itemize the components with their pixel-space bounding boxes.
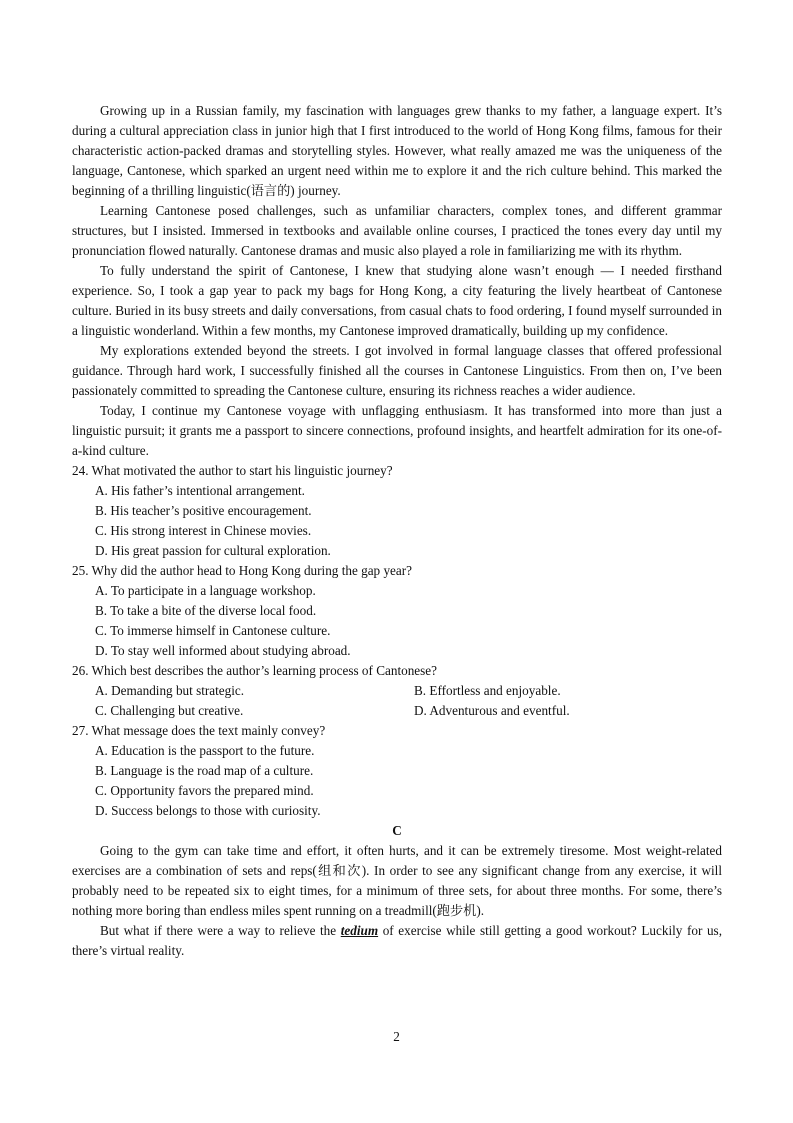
option-b: B. To take a bite of the diverse local food. bbox=[95, 603, 317, 618]
passage-b-paragraph-4: My explorations extended beyond the streets. I got involved in formal language classes that offered professional guidance. Through hard work, I successfully finished all the courses in Cantonese Linguistics. From then on, I’ve been passionately committed to spreading the Cantonese culture, ensuring its richness reaches a wider audience. bbox=[72, 343, 722, 398]
paragraph-text-before: But what if there were a way to relieve the bbox=[100, 923, 341, 938]
option-a: A. His father’s intentional arrangement. bbox=[95, 483, 305, 498]
question-26 bbox=[72, 661, 722, 721]
section-title: C bbox=[392, 823, 402, 838]
passage-b-paragraph-3: To fully understand the spirit of Cantonese, I knew that studying alone wasn’t enough — I needed firsthand experience. So, I took a gap year to pack my bags for Hong Kong, a city featuring the lively heartbeat of Cantonese culture. Buried in its busy streets and daily conversations, from casual chats to food ordering, I found myself surrounded in a linguistic wonderland. Within a few months, my Cantonese improved dramatically, building up my confidence. bbox=[72, 263, 722, 338]
option-a: A. To participate in a language workshop. bbox=[95, 583, 316, 598]
page-content bbox=[72, 101, 722, 961]
option-a: A. Demanding but strategic. bbox=[95, 683, 245, 698]
passage-c-paragraph-1: Going to the gym can take time and effort, it often hurts, and it can be extremely tiresome. Most weight-related exercises are a combination of sets and reps(组和次). In order to see any significant change from any exercise, it will probably need to be repeated six to eight times, for a minimum of three sets, for about three months. For some, there’s nothing more boring than endless miles spent running on a treadmill(跑步机). bbox=[72, 843, 722, 918]
passage-b-paragraph-1: Growing up in a Russian family, my fascination with languages grew thanks to my father, a language expert. It’s during a cultural appreciation class in junior high that I first introduced to the world of Hong Kong films, famous for their characteristic action-packed dramas and storytelling styles. However, what really amazed me was the uniqueness of the language, Cantonese, which sparked an urgent need within me to explore it and the rich culture behind. This marked the beginning of a thrilling linguistic(语言的) journey. bbox=[72, 103, 722, 198]
option-c: C. Challenging but creative. bbox=[95, 703, 244, 718]
option-d: D. To stay well informed about studying abroad. bbox=[95, 643, 351, 658]
option-b: B. Effortless and enjoyable. bbox=[414, 683, 561, 698]
option-d: D. Adventurous and eventful. bbox=[414, 703, 570, 718]
option-d: D. His great passion for cultural exploration. bbox=[95, 543, 331, 558]
option-grid bbox=[95, 681, 722, 721]
question-stem: 24. What motivated the author to start his linguistic journey? bbox=[72, 463, 393, 478]
passage-b-paragraph-2: Learning Cantonese posed challenges, such as unfamiliar characters, complex tones, and different grammar structures, but I insisted. Immersed in textbooks and available online courses, I practiced the tones every day until my pronunciation flowed naturally. Cantonese dramas and music also played a role in familiarizing me with its rhythm. bbox=[72, 203, 722, 258]
option-a: A. Education is the passport to the future. bbox=[95, 743, 315, 758]
option-c: C. Opportunity favors the prepared mind. bbox=[95, 783, 314, 798]
question-stem: 27. What message does the text mainly convey? bbox=[72, 723, 326, 738]
option-d: D. Success belongs to those with curiosity. bbox=[95, 803, 321, 818]
option-b: B. His teacher’s positive encouragement. bbox=[95, 503, 312, 518]
question-25 bbox=[72, 561, 722, 661]
option-c: C. To immerse himself in Cantonese culture. bbox=[95, 623, 331, 638]
passage-c-paragraph-2 bbox=[72, 921, 722, 961]
question-stem: 25. Why did the author head to Hong Kong during the gap year? bbox=[72, 563, 412, 578]
paragraph-text-after: of exercise while still getting a good workout? Luckily for us, there’s virtual reality. bbox=[72, 923, 722, 958]
option-b: B. Language is the road map of a culture. bbox=[95, 763, 314, 778]
passage-b-paragraph-5: Today, I continue my Cantonese voyage with unflagging enthusiasm. It has transformed into more than just a linguistic pursuit; it grants me a passport to sincere connections, profound insights, and heartfelt admiration for its one-of-a-kind culture. bbox=[72, 403, 722, 458]
underlined-word: tedium bbox=[340, 923, 379, 938]
question-stem: 26. Which best describes the author’s learning process of Cantonese? bbox=[72, 663, 437, 678]
option-c: C. His strong interest in Chinese movies. bbox=[95, 523, 312, 538]
page-number: 2 bbox=[393, 1029, 400, 1044]
question-24 bbox=[72, 461, 722, 561]
question-27 bbox=[72, 721, 722, 821]
